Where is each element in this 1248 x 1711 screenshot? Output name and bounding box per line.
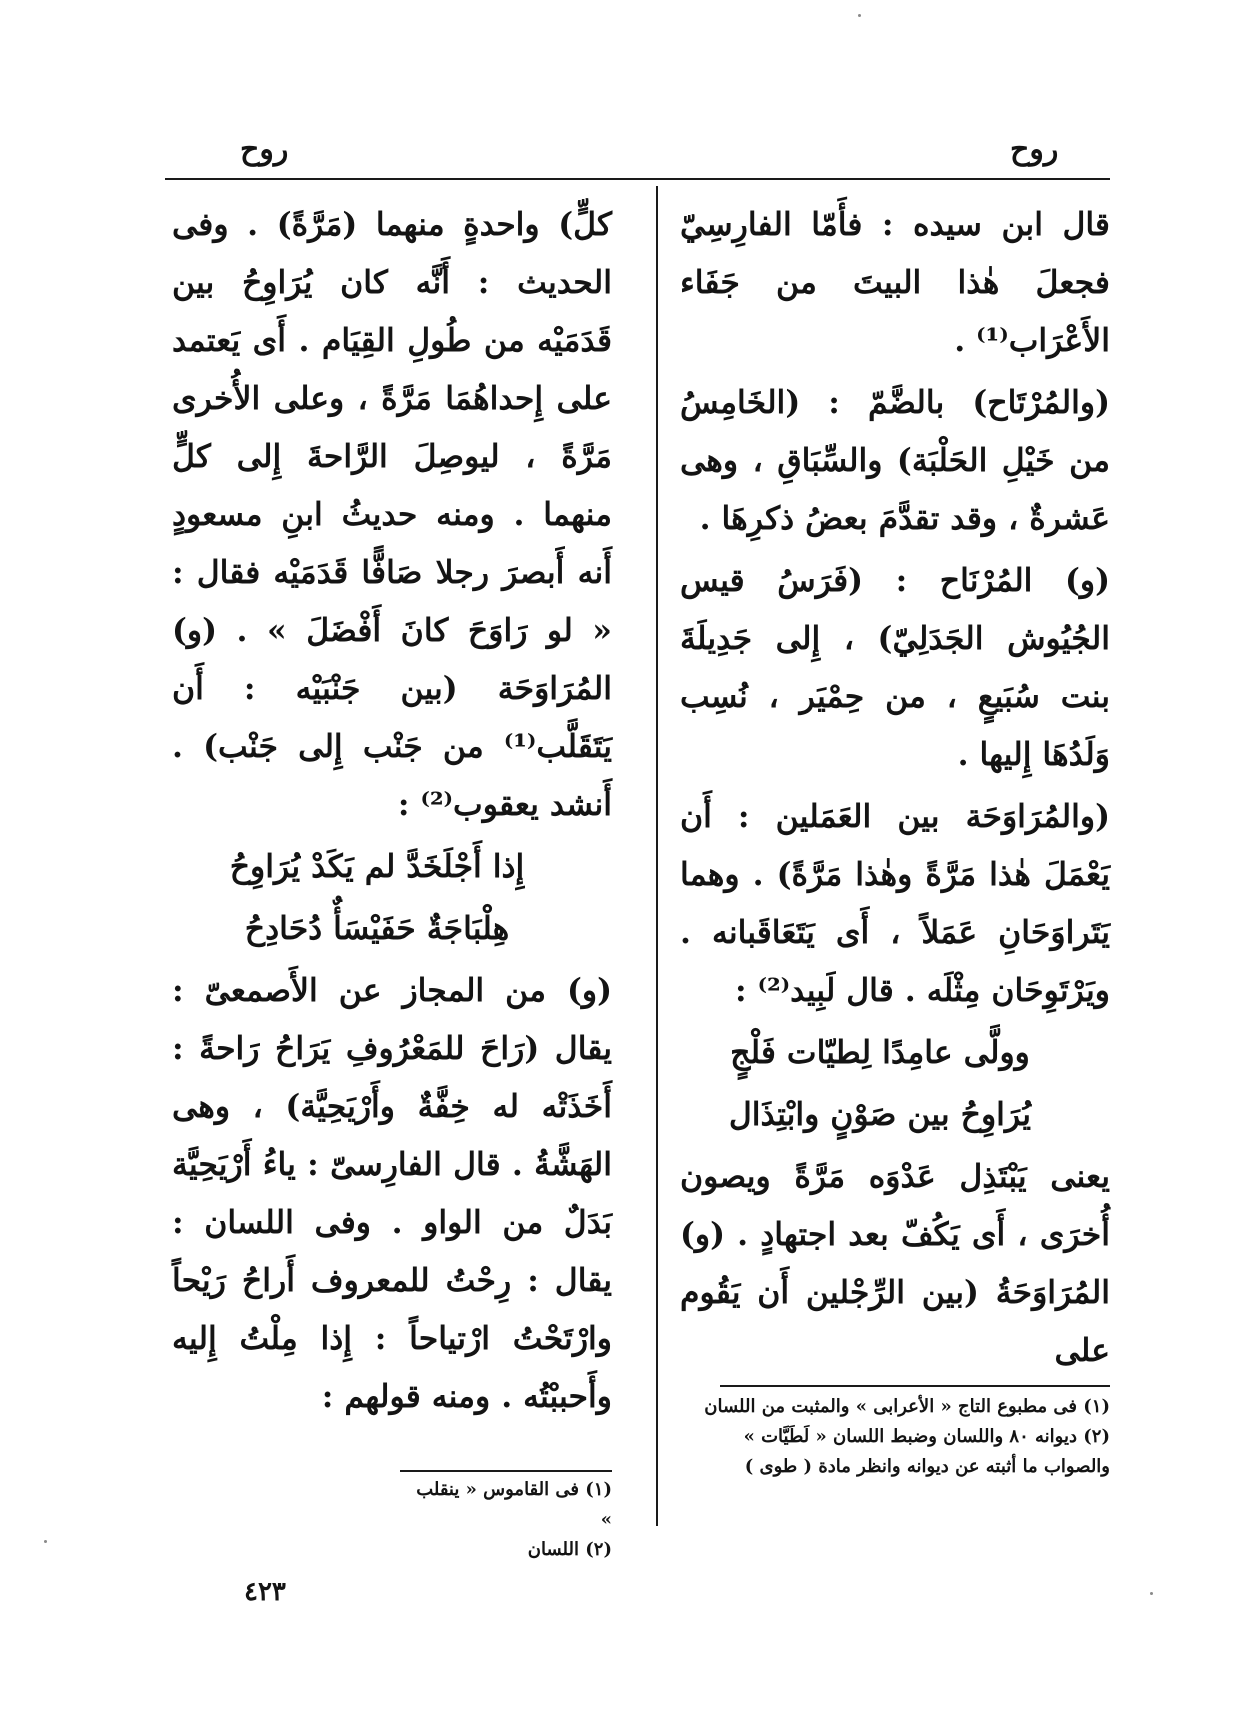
verse-line: وولَّى عامِدًا لِطيّات فَلْجٍ	[730, 1034, 1030, 1071]
verse-line: هِلْبَاجَةٌ حَفَيْسَأٌ دُحَادِحُ	[244, 910, 510, 947]
footnotes-right	[680, 1392, 1110, 1482]
left-column	[172, 196, 612, 1430]
footnote-rule-right	[720, 1385, 1110, 1387]
scan-speck	[44, 1540, 47, 1543]
entry-paragraph: (و) من المجاز عن الأَصمعىّ : يقال (رَاحَ للمَعْرُوفِ يَرَاحُ رَاحةً : أَخَذَتْه له خِفَّةٌ وأَرْيَحِيَّة) ، وهى الهَشَّةُ . قال الفارِسىّ : ياءُ أَرْيَحِيَّة بَدَلٌ من الواو . وفى اللسان : يقال : رِحْتُ للمعروف أَراحُ رَيْحاً وارْتَحْتُ ارْتياحاً : إِذا مِلْتُ إِليه وأَحببْتُه . ومنه قولهم :	[172, 972, 612, 1415]
entry-paragraph: يعنى يَبْتَذِل عَدْوَه مَرَّةً ويصون أُخرَى ، أَى يَكُفّ بعد اجتهادٍ . (و) المُرَاوَحَةُ (بين الرِّجْلين أَن يَقُوم على	[680, 1158, 1110, 1369]
footnote: (٢) اللسان	[527, 1539, 612, 1560]
scan-speck	[858, 14, 861, 17]
entry-paragraph: (و) المُرْنَاح : (فَرَسُ قيس الجُيُوش الجَدَلِيّ) ، إِلى جَدِيلَةَ بنت سُبَيعٍ ، من حِمْيَر ، نُسِب وَلَدُهَا إِليها .	[680, 562, 1110, 773]
footnote: (٢) ديوانه ٨٠ واللسان وضبط اللسان « لَطَيَّات » والصواب ما أثبته عن ديوانه وانظر مادة ( طوى )	[743, 1426, 1110, 1477]
footnote-rule-left	[400, 1470, 612, 1472]
footnotes-left	[400, 1475, 612, 1565]
scan-speck	[1150, 1592, 1153, 1595]
running-header-left: روح	[240, 132, 289, 167]
column-divider	[656, 186, 658, 1526]
page-number: ٤٢٣	[244, 1577, 286, 1607]
running-header-right: روح	[1010, 132, 1059, 167]
header-rule	[165, 178, 1110, 180]
entry-paragraph: كلٍّ) واحدةٍ منهما (مَرَّةً) . وفى الحديث : أَنَّه كان يُرَاوِحُ بين قَدَمَيْه من طُولِ القِيَام . أَى يَعتمد على إِحداهُمَا مَرَّةً ، وعلى الأُخرى مَرَّةً ، ليوصِلَ الرَّاحةَ إِلى كلٍّ منهما . ومنه حديثُ ابنِ مسعودٍ أَنه أَبصرَ رجلا صَافًّا قَدَمَيْه فقال : « لو رَاوَحَ كانَ أَفْضَلَ » . (و) المُرَاوَحَة (بين جَنْبَيْه : أَن يَتَقَلَّب⁽¹⁾ من جَنْب إِلى جَنْب) . أَنشد يعقوب⁽²⁾ :	[172, 206, 612, 823]
right-column	[680, 196, 1110, 1384]
verse-line: يُرَاوِحُ بين صَوْنٍ وابْتِذَال	[728, 1096, 1032, 1133]
entry-paragraph: (والمُرْتَاح) بالضَّمّ : (الخَامِسُ من خَيْلِ الحَلْبَة) والسِّبَاقِ ، وهى عَشرةٌ ، وقد تقدَّمَ بعضُ ذكرِهَا .	[680, 384, 1110, 537]
verse-line: إِذا أَجْلَخَدَّ لم يَكَدْ يُرَاوِحُ	[229, 848, 525, 885]
footnote: (١) فى مطبوع التاج « الأعرابى » والمثبت من اللسان	[704, 1396, 1110, 1417]
entry-paragraph: قال ابن سيده : فأَمّا الفارِسِيّ فجعلَ هٰذا البيتَ من جَفَاء الأَعْرَاب⁽¹⁾ .	[680, 206, 1110, 359]
entry-paragraph: (والمُرَاوَحَة بين العَمَلين : أَن يَعْمَلَ هٰذا مَرَّةً وهٰذا مَرَّةً) . وهما يَتَراوَحَانِ عَمَلاً ، أَى يَتَعَاقَبانه . ويَرْتَوِحَان مِثْلَه . قال لَبِيد⁽²⁾ :	[680, 798, 1110, 1009]
footnote: (١) فى القاموس « ينقلب »	[416, 1479, 612, 1530]
